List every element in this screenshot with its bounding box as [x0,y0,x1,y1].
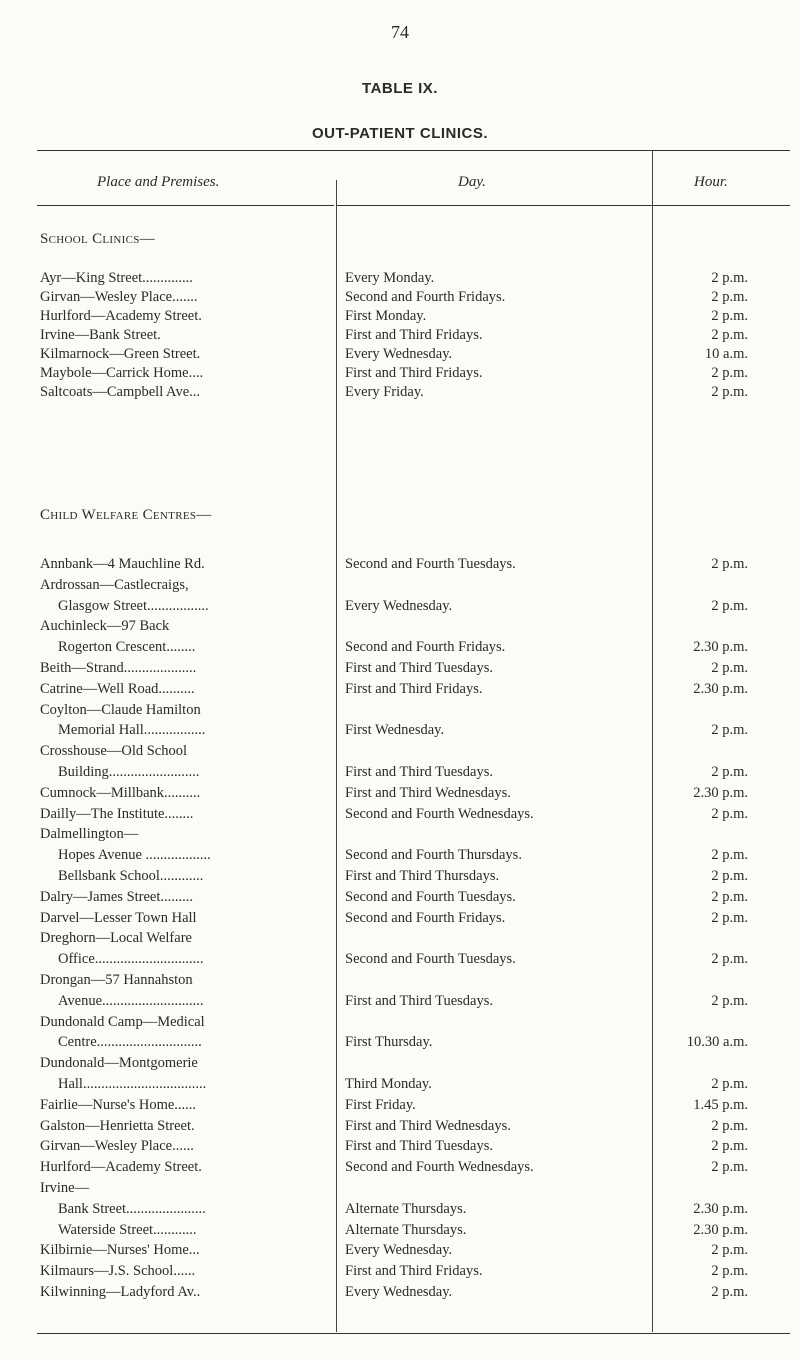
cell-day: Second and Fourth Tuesdays. [345,556,516,572]
table-row [0,1201,800,1221]
cell-hour: 2 p.m. [711,308,748,324]
table-row [0,1263,800,1283]
cell-hour: 2 p.m. [711,1117,748,1134]
cell-hour: 10 a.m. [704,346,748,362]
cell-day: First Wednesday. [345,722,445,739]
cell-place: Girvan—Wesley Place....... [40,289,198,305]
cell-day: Every Wednesday. [345,1242,453,1259]
cell-place: Hall.................................. [58,1076,207,1092]
cell-place: Hurlford—Academy Street. [40,1159,202,1176]
cell-place: Waterside Street............ [58,1221,197,1238]
header-day: Day. [458,174,486,190]
table-row [0,868,800,888]
header-place: Place and Premises. [97,174,220,190]
cell-place: Crosshouse—Old School [40,743,188,760]
cell-place: Dalmellington— [40,826,139,843]
cell-place: Building......................... [58,764,200,780]
section-child-welfare: Child Welfare Centres— [40,507,212,523]
table-number: TABLE IX. [362,80,438,97]
cell-place: Cumnock—Millbank.......... [40,784,201,801]
table-row [0,639,800,659]
cell-hour: 2 p.m. [711,1242,748,1259]
cell-place: Rogerton Crescent........ [58,639,196,656]
cell-place: Ayr—King Street.............. [40,270,193,286]
cell-day: Alternate Thursdays. [345,1200,467,1217]
table-row [0,826,800,846]
cell-day: First and Third Fridays. [345,327,483,343]
table-row [0,1076,800,1096]
cell-place: Office.............................. [58,951,204,968]
cell-day: First and Third Wednesdays. [345,784,511,801]
cell-hour: 2 p.m. [711,722,748,739]
cell-place: Auchinleck—97 Back [40,618,170,635]
table-row [0,930,800,950]
cell-place: Galston—Henrietta Street. [40,1117,195,1134]
cell-place: Hurlford—Academy Street. [40,308,202,324]
cell-hour: 2.30 p.m. [693,784,748,801]
table-row [0,972,800,992]
cell-place: Annbank—4 Mauchline Rd. [40,556,205,572]
section-school-clinics: School Clinics— [40,231,155,247]
cell-hour: 2 p.m. [711,660,748,676]
table-row [0,660,800,680]
table-row [0,1159,800,1179]
table-row [0,1180,800,1200]
cell-place: Darvel—Lesser Town Hall [40,909,197,926]
table-row [0,556,800,576]
table-row [0,702,800,722]
cell-hour: 2 p.m. [711,270,748,286]
table-row [0,1138,800,1158]
cell-place: Beith—Strand.................... [40,660,197,676]
cell-hour: 2.30 p.m. [693,1221,748,1238]
table-row [0,346,800,366]
table-bottom-rule [37,1333,790,1334]
table-row [0,384,800,404]
cell-place: Coylton—Claude Hamilton [40,701,201,718]
table-row [0,1034,800,1054]
cell-day: Every Wednesday. [345,597,453,614]
cell-place: Centre............................. [58,1034,202,1051]
cell-place: Dailly—The Institute........ [40,805,194,822]
cell-place: Catrine—Well Road.......... [40,680,195,697]
table-row [0,743,800,763]
cell-day: First and Third Fridays. [345,680,483,697]
cell-hour: 2 p.m. [711,1159,748,1176]
cell-hour: 2 p.m. [711,556,748,572]
table-row [0,889,800,909]
cell-place: Hopes Avenue .................. [58,847,211,864]
cell-place: Avenue............................ [58,992,204,1009]
cell-hour: 2 p.m. [711,805,748,822]
cell-day: Second and Fourth Thursdays. [345,847,522,864]
table-row [0,1097,800,1117]
cell-place: Kilbirnie—Nurses' Home... [40,1242,200,1259]
cell-day: Second and Fourth Fridays. [345,639,506,656]
cell-place: Kilwinning—Ladyford Av.. [40,1284,201,1300]
table-row [0,1055,800,1075]
cell-day: First and Third Tuesdays. [345,1138,493,1155]
cell-hour: 2 p.m. [711,365,748,381]
table-row [0,1242,800,1262]
cell-day: Second and Fourth Wednesdays. [345,805,534,822]
cell-hour: 2 p.m. [711,951,748,968]
cell-hour: 2 p.m. [711,909,748,926]
table-row [0,722,800,742]
table-row [0,618,800,638]
cell-day: Second and Fourth Fridays. [345,289,506,305]
cell-hour: 2 p.m. [711,764,748,780]
table-row [0,308,800,328]
cell-place: Saltcoats—Campbell Ave... [40,384,201,400]
table-row [0,785,800,805]
cell-hour: 2 p.m. [711,289,748,305]
header-rule-place [37,205,334,206]
cell-day: Every Monday. [345,270,435,286]
cell-hour: 2 p.m. [711,1076,748,1092]
cell-place: Irvine—Bank Street. [40,327,161,343]
cell-day: First Friday. [345,1096,416,1113]
table-row [0,681,800,701]
table-row [0,577,800,597]
cell-day: Second and Fourth Tuesdays. [345,888,516,905]
cell-place: Drongan—57 Hannahston [40,972,193,988]
table-row [0,1014,800,1034]
cell-day: First and Third Tuesdays. [345,660,493,676]
table-row [0,1118,800,1138]
cell-place: Fairlie—Nurse's Home...... [40,1096,197,1113]
table-row [0,327,800,347]
cell-place: Glasgow Street................. [58,597,209,614]
table-row [0,910,800,930]
cell-day: First and Third Fridays. [345,1263,483,1280]
cell-place: Kilmarnock—Green Street. [40,346,201,362]
table-row [0,289,800,309]
table-row [0,1284,800,1304]
cell-place: Kilmaurs—J.S. School...... [40,1263,196,1280]
cell-day: Third Monday. [345,1076,432,1092]
table-row [0,1222,800,1242]
cell-hour: 2 p.m. [711,847,748,864]
header-rule-day-hour [336,205,790,206]
cell-hour: 2 p.m. [711,1284,748,1300]
table-top-rule [37,150,790,151]
cell-day: First and Third Thursdays. [345,868,500,884]
cell-hour: 2 p.m. [711,868,748,884]
cell-place: Girvan—Wesley Place...... [40,1138,194,1155]
cell-day: Second and Fourth Fridays. [345,909,506,926]
cell-day: Alternate Thursdays. [345,1221,467,1238]
table-row [0,365,800,385]
table-row [0,598,800,618]
table-row [0,270,800,290]
cell-hour: 2 p.m. [711,597,748,614]
cell-day: Second and Fourth Wednesdays. [345,1159,534,1176]
cell-day: First Thursday. [345,1034,433,1051]
cell-place: Bank Street...................... [58,1200,206,1217]
cell-hour: 1.45 p.m. [693,1096,748,1113]
cell-place: Memorial Hall................. [58,722,206,739]
cell-place: Maybole—Carrick Home.... [40,365,204,381]
cell-hour: 2.30 p.m. [693,680,748,697]
cell-place: Dundonald—Montgomerie [40,1055,198,1072]
table-row [0,951,800,971]
cell-place: Dalry—James Street......... [40,888,194,905]
page-number: 74 [391,22,409,42]
header-hour: Hour. [694,174,728,190]
table-row [0,806,800,826]
cell-place: Bellsbank School............ [58,868,204,884]
cell-day: Every Friday. [345,384,424,400]
table-row [0,993,800,1013]
cell-day: Every Wednesday. [345,346,453,362]
cell-hour: 2 p.m. [711,327,748,343]
cell-hour: 10.30 a.m. [686,1034,748,1051]
cell-hour: 2 p.m. [711,1263,748,1280]
cell-place: Dreghorn—Local Welfare [40,930,192,947]
cell-hour: 2.30 p.m. [693,1200,748,1217]
cell-place: Ardrossan—Castlecraigs, [40,576,189,593]
cell-place: Irvine— [40,1180,90,1196]
cell-day: First and Third Fridays. [345,365,483,381]
cell-day: Second and Fourth Tuesdays. [345,951,516,968]
cell-hour: 2 p.m. [711,384,748,400]
cell-day: First Monday. [345,308,427,324]
cell-hour: 2 p.m. [711,888,748,905]
cell-day: First and Third Tuesdays. [345,764,493,780]
cell-hour: 2.30 p.m. [693,639,748,656]
cell-place: Dundonald Camp—Medical [40,1013,205,1030]
table-row [0,847,800,867]
cell-day: First and Third Tuesdays. [345,992,493,1009]
cell-hour: 2 p.m. [711,992,748,1009]
table-title: OUT-PATIENT CLINICS. [311,125,489,142]
cell-day: Every Wednesday. [345,1284,453,1300]
cell-day: First and Third Wednesdays. [345,1117,511,1134]
table-row [0,764,800,784]
cell-hour: 2 p.m. [711,1138,748,1155]
